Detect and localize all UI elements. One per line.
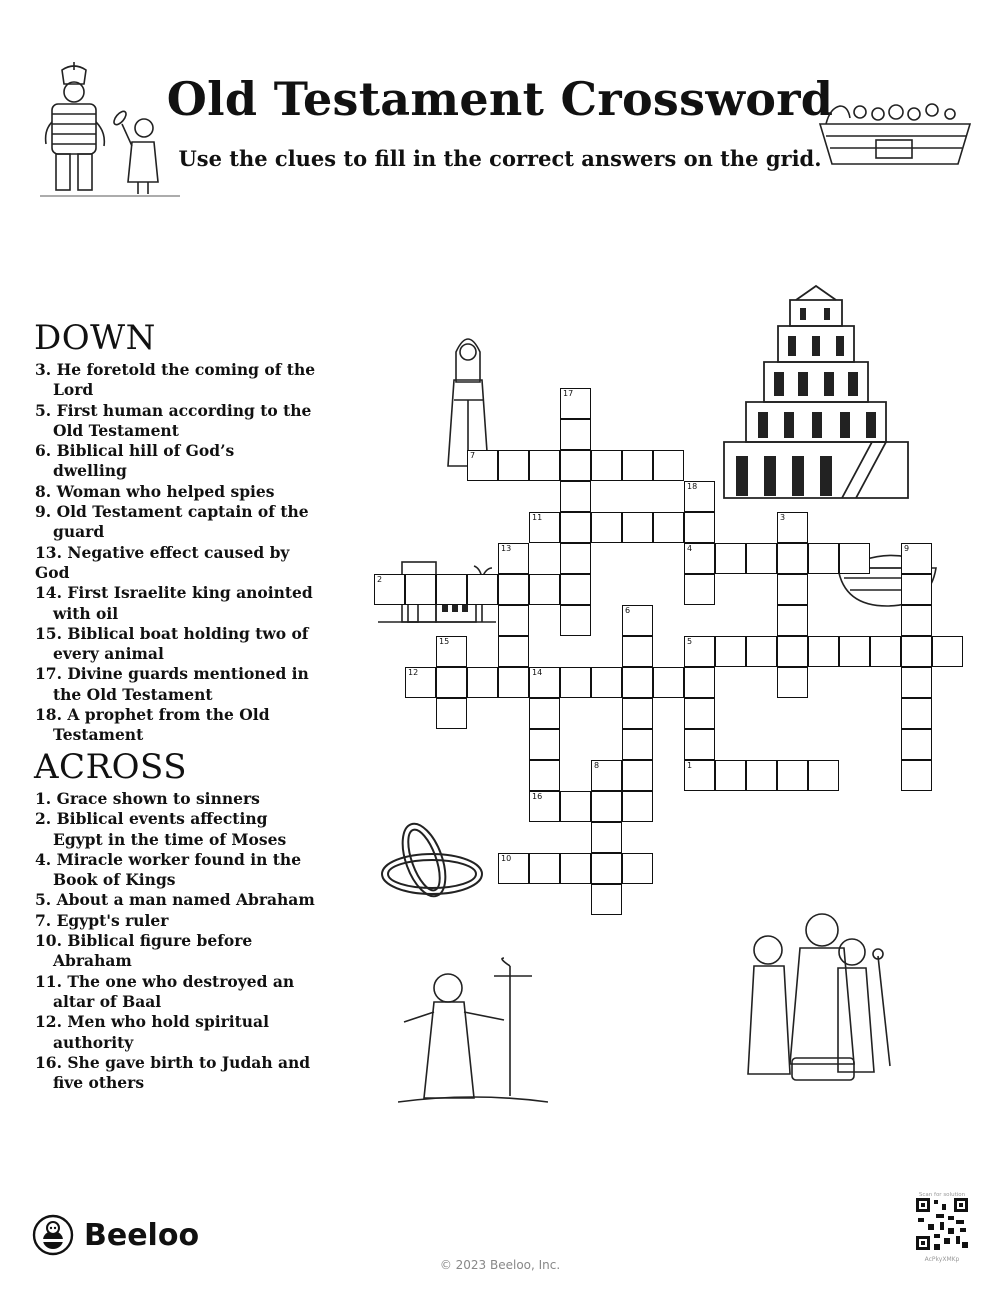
- grid-cell[interactable]: [622, 760, 653, 791]
- grid-cell[interactable]: [560, 481, 591, 512]
- clue-text: 4. Miracle worker found in the: [35, 849, 302, 869]
- cell-number: 7: [470, 451, 476, 460]
- grid-cell[interactable]: [777, 574, 808, 605]
- grid-cell[interactable]: [622, 729, 653, 760]
- clue-continuation: guard: [53, 522, 105, 542]
- grid-cell[interactable]: [591, 667, 622, 698]
- grid-cell[interactable]: [622, 698, 653, 729]
- grid-cell[interactable]: [777, 605, 808, 636]
- grid-cell[interactable]: [560, 512, 591, 543]
- clue-continuation: authority: [53, 1032, 134, 1052]
- grid-cell[interactable]: [684, 729, 715, 760]
- grid-cell[interactable]: [777, 512, 808, 543]
- qr-caption: Scan for solution: [918, 1192, 966, 1198]
- grid-cell[interactable]: [560, 388, 591, 419]
- down-clues-panel: [34, 318, 324, 746]
- grid-cell[interactable]: [622, 667, 653, 698]
- baby-in-basket-illustration: [834, 542, 940, 610]
- noahs-ark-illustration: [816, 98, 976, 170]
- across-heading: ACROSS: [34, 747, 188, 787]
- grid-cell[interactable]: [498, 450, 529, 481]
- grid-cell[interactable]: [529, 667, 560, 698]
- cell-number: 4: [687, 544, 693, 553]
- grid-cell[interactable]: [622, 791, 653, 822]
- grid-cell[interactable]: [653, 512, 684, 543]
- grid-cell[interactable]: [684, 481, 715, 512]
- grid-cell[interactable]: [653, 667, 684, 698]
- across-clues-panel: [34, 747, 324, 1093]
- soldier-and-child-illustration: [40, 62, 190, 202]
- grid-cell[interactable]: [777, 760, 808, 791]
- clue-text: 8. Woman who helped spies: [35, 481, 275, 501]
- grid-cell[interactable]: [684, 512, 715, 543]
- page-title: Old Testament Crossword: [166, 72, 834, 126]
- grid-cell[interactable]: [901, 636, 932, 667]
- clue-text: 6. Biblical hill of God’s: [35, 441, 235, 461]
- cell-number: 15: [439, 637, 450, 646]
- across-clue-10: [34, 931, 324, 972]
- grid-cell[interactable]: [529, 512, 560, 543]
- grid-cell[interactable]: [498, 543, 529, 574]
- grid-cell[interactable]: [684, 760, 715, 791]
- grid-cell[interactable]: [870, 636, 901, 667]
- cell-number: 2: [377, 575, 383, 584]
- clue-text: 12. Men who hold spiritual: [35, 1012, 269, 1032]
- grid-cell[interactable]: [529, 450, 560, 481]
- grid-cell[interactable]: [591, 853, 622, 884]
- cell-number: 17: [563, 389, 574, 398]
- grid-cell[interactable]: [560, 853, 591, 884]
- across-clue-16: [34, 1053, 324, 1094]
- clue-text: 11. The one who destroyed an: [35, 971, 295, 991]
- grid-cell[interactable]: [684, 667, 715, 698]
- grid-cell[interactable]: [777, 667, 808, 698]
- clue-text: 16. She gave birth to Judah and: [35, 1052, 311, 1072]
- grid-cell[interactable]: [436, 698, 467, 729]
- grid-cell[interactable]: [560, 574, 591, 605]
- cell-number: 18: [687, 482, 698, 491]
- grid-cell[interactable]: [622, 512, 653, 543]
- clue-continuation: Abraham: [53, 951, 132, 971]
- grid-cell[interactable]: [591, 450, 622, 481]
- grid-cell[interactable]: [622, 605, 653, 636]
- grid-cell[interactable]: [498, 853, 529, 884]
- down-heading: DOWN: [34, 318, 156, 358]
- grid-cell[interactable]: [808, 760, 839, 791]
- clue-continuation: altar of Baal: [53, 991, 162, 1011]
- across-clue-list: [34, 789, 324, 1093]
- grid-cell[interactable]: [591, 791, 622, 822]
- clue-text: 1. Grace shown to sinners: [35, 789, 260, 808]
- grid-cell[interactable]: [591, 822, 622, 853]
- grid-cell[interactable]: [529, 729, 560, 760]
- clue-continuation: Egypt in the time of Moses: [53, 829, 287, 849]
- cell-number: 12: [408, 668, 419, 677]
- down-clue-5: [34, 401, 324, 442]
- grid-cell[interactable]: [684, 698, 715, 729]
- clue-continuation: dwelling: [53, 461, 127, 481]
- cell-number: 14: [532, 668, 543, 677]
- cell-number: 8: [594, 761, 600, 770]
- down-clue-8: [34, 482, 324, 502]
- qr-code-icon[interactable]: [916, 1198, 968, 1250]
- grid-cell[interactable]: [529, 791, 560, 822]
- grid-cell[interactable]: [746, 543, 777, 574]
- grid-cell[interactable]: [529, 698, 560, 729]
- grid-cell[interactable]: [777, 543, 808, 574]
- cell-number: 11: [532, 513, 543, 522]
- grid-cell[interactable]: [715, 636, 746, 667]
- grid-cell[interactable]: [653, 450, 684, 481]
- grid-cell[interactable]: [498, 667, 529, 698]
- grid-cell[interactable]: [901, 729, 932, 760]
- grid-cell[interactable]: [405, 667, 436, 698]
- copyright: © 2023 Beeloo, Inc.: [439, 1258, 561, 1272]
- across-clue-1: [34, 789, 324, 809]
- clue-text: 7. Egypt's ruler: [35, 910, 169, 930]
- grid-cell[interactable]: [901, 760, 932, 791]
- clue-continuation: with oil: [53, 603, 119, 623]
- clue-text: 18. A prophet from the Old: [35, 705, 270, 725]
- clue-text: 17. Divine guards mentioned in: [35, 664, 309, 684]
- grid-cell[interactable]: [560, 605, 591, 636]
- grid-cell[interactable]: [715, 760, 746, 791]
- clue-text: 5. About a man named Abraham: [35, 890, 315, 910]
- cell-number: 1: [687, 761, 693, 770]
- grid-cell[interactable]: [591, 760, 622, 791]
- page-subtitle: Use the clues to fill in the correct answers on the grid.: [178, 146, 822, 171]
- grid-cell[interactable]: [498, 605, 529, 636]
- clue-text: 10. Biblical figure before: [35, 931, 253, 951]
- grid-cell[interactable]: [560, 419, 591, 450]
- clue-text: 2. Biblical events affecting: [35, 809, 268, 829]
- clue-text: 3. He foretold the coming of the: [35, 360, 316, 379]
- cell-number: 9: [904, 544, 910, 553]
- down-clue-list: [34, 360, 324, 746]
- grid-cell[interactable]: [746, 636, 777, 667]
- down-clue-6: [34, 441, 324, 482]
- cell-number: 10: [501, 854, 512, 863]
- across-clue-5: [34, 890, 324, 910]
- clue-text: 5. First human according to the: [35, 400, 312, 420]
- grid-cell[interactable]: [436, 667, 467, 698]
- grid-cell[interactable]: [684, 574, 715, 605]
- grid-cell[interactable]: [560, 791, 591, 822]
- grid-cell[interactable]: [715, 543, 746, 574]
- down-clue-14: [34, 583, 324, 624]
- grid-cell[interactable]: [777, 636, 808, 667]
- clue-text: 13. Negative effect caused by God: [35, 542, 290, 582]
- grid-cell[interactable]: [529, 760, 560, 791]
- grid-cell[interactable]: [467, 667, 498, 698]
- down-clue-3: [34, 360, 324, 401]
- clue-continuation: Old Testament: [53, 420, 179, 440]
- across-clue-7: [34, 911, 324, 931]
- grid-cell[interactable]: [622, 636, 653, 667]
- grid-cell[interactable]: [529, 574, 560, 605]
- clue-continuation: five others: [53, 1073, 145, 1093]
- down-clue-18: [34, 705, 324, 746]
- down-clue-9: [34, 502, 324, 543]
- grid-cell[interactable]: [560, 543, 591, 574]
- clue-text: 15. Biblical boat holding two of: [35, 623, 309, 643]
- qr-block[interactable]: [916, 1192, 968, 1263]
- across-clue-12: [34, 1012, 324, 1053]
- clue-continuation: the Old Testament: [53, 684, 213, 704]
- across-clue-11: [34, 972, 324, 1013]
- grid-cell[interactable]: [684, 543, 715, 574]
- grid-cell[interactable]: [622, 853, 653, 884]
- grid-cell[interactable]: [436, 636, 467, 667]
- cell-number: 13: [501, 544, 512, 553]
- grid-cell[interactable]: [839, 636, 870, 667]
- clue-text: 9. Old Testament captain of the: [35, 502, 309, 522]
- grid-cell[interactable]: [560, 667, 591, 698]
- grid-cell[interactable]: [560, 450, 591, 481]
- down-clue-17: [34, 664, 324, 705]
- three-men-illustration: [740, 906, 902, 1082]
- qr-code-label: AcPkyXMKp: [924, 1256, 960, 1263]
- cell-number: 6: [625, 606, 631, 615]
- grid-cell[interactable]: [498, 636, 529, 667]
- building-illustration: [378, 552, 496, 626]
- across-clue-4: [34, 850, 324, 891]
- clue-text: 14. First Israelite king anointed: [35, 583, 313, 603]
- grid-cell[interactable]: [591, 884, 622, 915]
- grid-cell[interactable]: [808, 636, 839, 667]
- moses-with-staff-illustration: [398, 956, 548, 1106]
- grid-cell[interactable]: [622, 450, 653, 481]
- tower-of-babel-illustration: [712, 282, 920, 502]
- grid-cell[interactable]: [746, 760, 777, 791]
- clue-continuation: Testament: [53, 725, 144, 745]
- grid-cell[interactable]: [498, 574, 529, 605]
- clue-continuation: every animal: [53, 644, 164, 664]
- cell-number: 3: [780, 513, 786, 522]
- woman-illustration: [440, 330, 496, 472]
- clue-continuation: Lord: [53, 380, 94, 400]
- brand-name: Beeloo: [84, 1217, 200, 1253]
- grid-cell[interactable]: [901, 667, 932, 698]
- down-clue-15: [34, 624, 324, 665]
- beeloo-logo: [32, 1214, 199, 1256]
- grid-cell[interactable]: [529, 853, 560, 884]
- rings-illustration: [378, 820, 488, 902]
- grid-cell[interactable]: [932, 636, 963, 667]
- grid-cell[interactable]: [591, 512, 622, 543]
- grid-cell[interactable]: [684, 636, 715, 667]
- cell-number: 16: [532, 792, 543, 801]
- across-clue-2: [34, 809, 324, 850]
- grid-cell[interactable]: [901, 698, 932, 729]
- down-clue-13: [34, 543, 324, 584]
- bee-icon: [32, 1214, 74, 1256]
- clue-continuation: Book of Kings: [53, 870, 176, 890]
- cell-number: 5: [687, 637, 693, 646]
